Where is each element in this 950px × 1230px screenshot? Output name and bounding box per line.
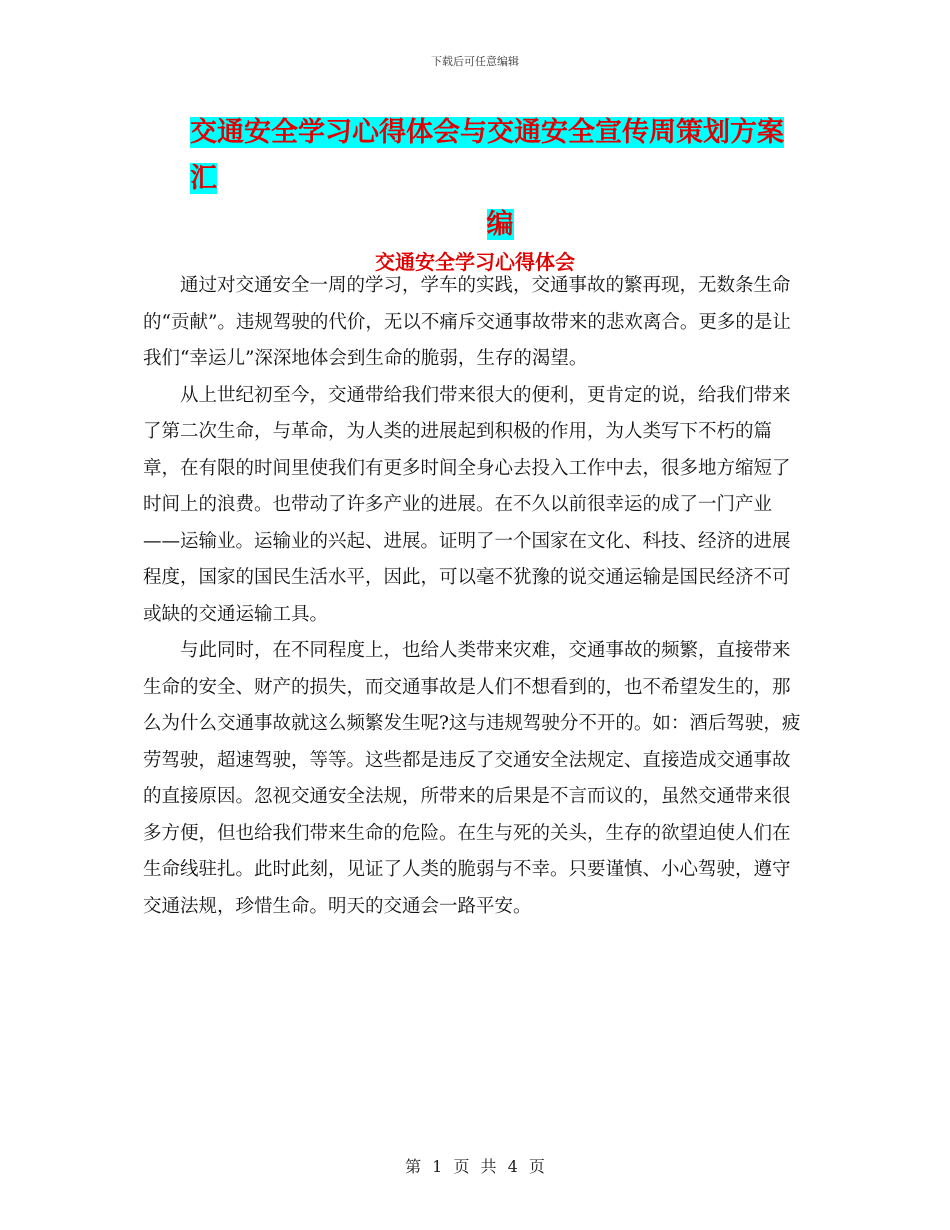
document-title-line-2: [190, 202, 810, 248]
page-header-note: 下载后可任意编辑: [431, 55, 519, 68]
page-number-footer: 第 1 页 共 4 页: [405, 1157, 545, 1176]
document-body: [143, 268, 803, 925]
document-title-line-1: [190, 110, 810, 202]
section-title: 交通安全学习心得体会: [375, 250, 575, 274]
document-title-text-2: 编: [486, 209, 514, 240]
body-paragraph: 通过对交通安全一周的学习，学车的实践，交通事故的繁再现，无数条生命的“贡献”。违规驾驶的代价，无以不痛斥交通事故带来的悲欢离合。更多的是让我们“幸运儿”深深地体会到生命的脆弱，生存的渴望。: [143, 275, 791, 369]
body-paragraph: 与此同时，在不同程度上，也给人类带来灾难，交通事故的频繁，直接带来生命的安全、财产的损失，而交通事故是人们不想看到的，也不希望发生的，那么为什么交通事故就这么频繁发生呢?这与违规驾驶分不开的。如：酒后驾驶，疲劳驾驶，超速驾驶，等等。这些都是违反了交通安全法规定、直接造成交通事故的直接原因。忽视交通安全法规，所带来的后果是不言而议的，虽然交通带来很多方便，但也给我们带来生命的危险。在生与死的关头，生存的欲望迫使人们在生命线驻扎。此时此刻，见证了人类的脆弱与不幸。只要谨慎、小心驾驶，遵守交通法规，珍惜生命。明天的交通会一路平安。: [143, 640, 801, 917]
document-title: [190, 110, 810, 248]
body-paragraph: 从上世纪初至今，交通带给我们带来很大的便利，更肯定的说，给我们带来了第二次生命，与革命，为人类的进展起到积极的作用，为人类写下不朽的篇章，在有限的时间里使我们有更多时间全身心去投入工作中去，很多地方缩短了时间上的浪费。也带动了许多产业的进展。在不久以前很幸运的成了一门产业——运输业。运输业的兴起、进展。证明了一个国家在文化、科技、经济的进展程度，国家的国民生活水平，因此，可以毫不犹豫的说交通运输是国民经济不可或缺的交通运输工具。: [143, 384, 791, 625]
document-title-text-1: 交通安全学习心得体会与交通安全宣传周策划方案汇: [190, 117, 784, 194]
